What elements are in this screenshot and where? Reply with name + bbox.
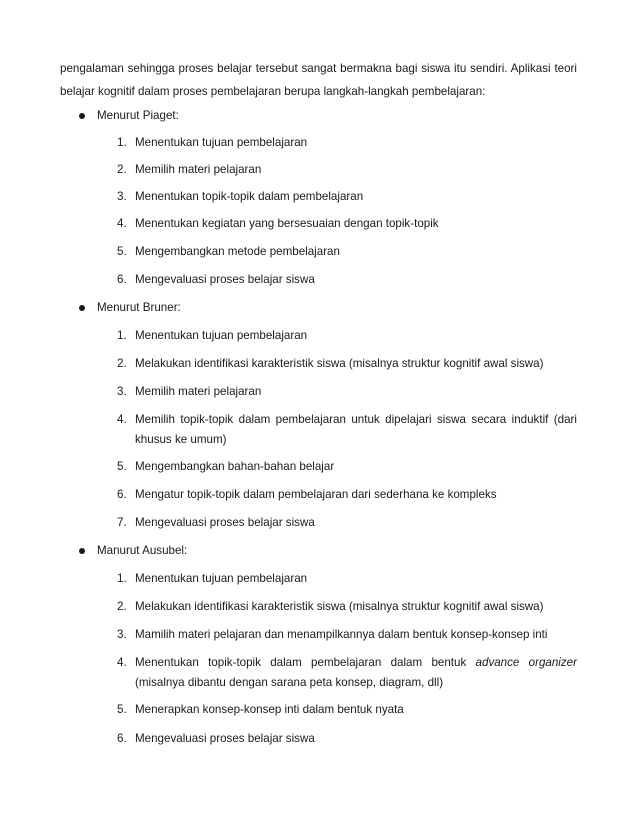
item-number: 2. <box>117 600 127 613</box>
item-number: 4. <box>117 413 127 426</box>
item-number: 4. <box>117 656 127 669</box>
bullet-icon <box>79 305 85 311</box>
item-text-line-2: (misalnya dibantu dengan sarana peta konsep, diagram, dll) <box>135 676 444 689</box>
item-text: Menentukan tujuan pembelajaran <box>135 329 308 342</box>
item-number: 5. <box>117 245 127 258</box>
item-number: 3. <box>117 190 127 203</box>
item-text: Menentukan tujuan pembelajaran <box>135 572 308 585</box>
item-text: Mengatur topik-topik dalam pembelajaran dari sederhana ke kompleks <box>135 488 497 501</box>
item-text: Menentukan topik-topik dalam pembelajaran <box>135 190 364 203</box>
item-text-line-2: khusus ke umum) <box>135 433 227 446</box>
item-text: Mengembangkan metode pembelajaran <box>135 245 340 258</box>
item-text <box>135 410 577 450</box>
item-number: 6. <box>117 273 127 286</box>
item-number: 5. <box>117 703 127 716</box>
item-text: Mengevaluasi proses belajar siswa <box>135 732 315 745</box>
item-text: Memilih materi pelajaran <box>135 163 262 176</box>
item-text <box>135 653 577 693</box>
item-text-line-1: Memilih topik-topik dalam pembelajaran untuk dipelajari siswa secara induktif (dari <box>135 413 577 426</box>
item-number: 7. <box>117 516 127 529</box>
item-number: 2. <box>117 357 127 370</box>
intro-line-1: pengalaman sehingga proses belajar tersebut sangat bermakna bagi siswa itu sendiri. Aplikasi teori <box>60 62 577 75</box>
item-text: Menentukan kegiatan yang bersesuaian dengan topik-topik <box>135 217 439 230</box>
section-heading: Manurut Ausubel: <box>97 544 188 557</box>
section-heading: Menurut Piaget: <box>97 109 179 122</box>
item-number: 6. <box>117 732 127 745</box>
item-text: Mamilih materi pelajaran dan menampilkannya dalam bentuk konsep-konsep inti <box>135 628 548 641</box>
item-number: 1. <box>117 572 127 585</box>
item-number: 1. <box>117 329 127 342</box>
item-number: 6. <box>117 488 127 501</box>
item-text: Mengevaluasi proses belajar siswa <box>135 516 315 529</box>
item-text: Menerapkan konsep-konsep inti dalam bentuk nyata <box>135 703 404 716</box>
item-number: 3. <box>117 628 127 641</box>
item-text: Menentukan tujuan pembelajaran <box>135 136 308 149</box>
item-number: 2. <box>117 163 127 176</box>
item-text-line-1 <box>135 653 577 673</box>
item-text: Melakukan identifikasi karakteristik siswa (misalnya struktur kognitif awal siswa) <box>135 357 544 370</box>
item-number: 1. <box>117 136 127 149</box>
item-text: Mengembangkan bahan-bahan belajar <box>135 460 335 473</box>
item-text: Melakukan identifikasi karakteristik siswa (misalnya struktur kognitif awal siswa) <box>135 600 544 613</box>
item-number: 5. <box>117 460 127 473</box>
item-number: 3. <box>117 385 127 398</box>
item-text-italic-term: advance organizer <box>475 656 577 669</box>
bullet-icon <box>79 113 85 119</box>
intro-paragraph <box>60 57 577 103</box>
item-text-line-1-prefix: Menentukan topik-topik dalam pembelajaran dalam bentuk <box>135 656 467 669</box>
item-text: Mengevaluasi proses belajar siswa <box>135 273 315 286</box>
bullet-icon <box>79 548 85 554</box>
section-heading: Menurut Bruner: <box>97 301 181 314</box>
item-text: Memilih materi pelajaran <box>135 385 262 398</box>
intro-line-2: belajar kognitif dalam proses pembelajaran berupa langkah-langkah pembelajaran: <box>60 85 486 98</box>
item-number: 4. <box>117 217 127 230</box>
